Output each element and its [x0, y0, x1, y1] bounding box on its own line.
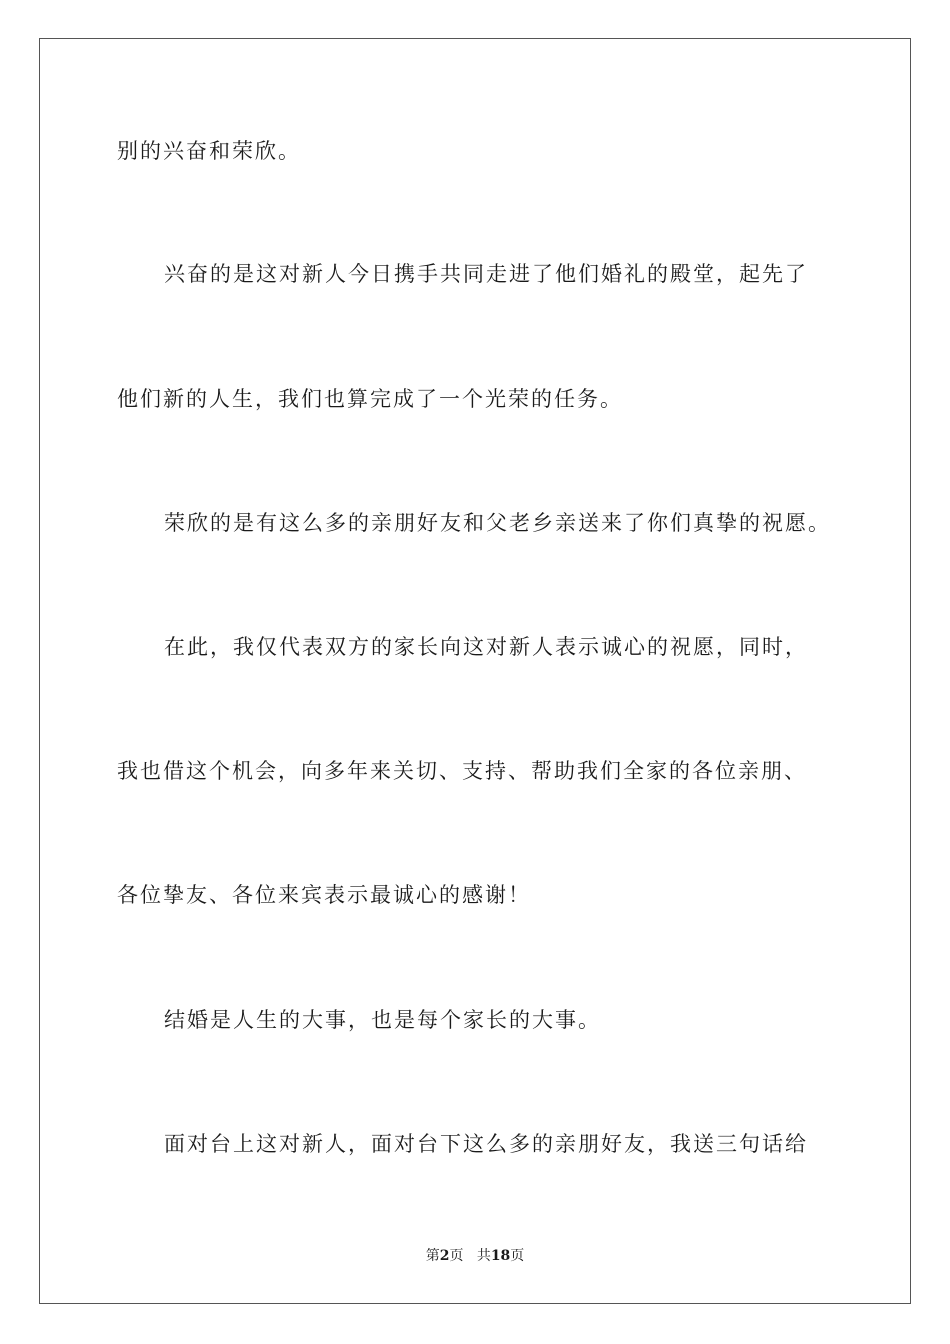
text-line-6: 我也借这个机会，向多年来关切、支持、帮助我们全家的各位亲朋、	[117, 759, 807, 783]
text-line-8: 结婚是人生的大事，也是每个家长的大事。	[164, 1008, 601, 1032]
text-line-9: 面对台上这对新人，面对台下这么多的亲朋好友，我送三句话给	[164, 1132, 808, 1156]
page-frame	[39, 38, 911, 1304]
text-line-3: 他们新的人生，我们也算完成了一个光荣的任务。	[117, 387, 623, 411]
page-suffix: 页	[449, 1248, 464, 1264]
total-pages: 18	[490, 1248, 511, 1264]
text-line-2: 兴奋的是这对新人今日携手共同走进了他们婚礼的殿堂，起先了	[164, 262, 808, 286]
total-prefix: 共	[476, 1248, 491, 1264]
total-suffix: 页	[510, 1248, 525, 1264]
text-line-1: 别的兴奋和荣欣。	[117, 139, 301, 163]
page-number: 2	[439, 1248, 450, 1264]
text-line-4: 荣欣的是有这么多的亲朋好友和父老乡亲送来了你们真挚的祝愿。	[164, 511, 831, 535]
page-footer	[0, 1246, 950, 1266]
text-line-5: 在此，我仅代表双方的家长向这对新人表示诚心的祝愿，同时，	[164, 635, 808, 659]
text-line-7: 各位挚友、各位来宾表示最诚心的感谢！	[117, 883, 531, 907]
page-prefix: 第	[425, 1248, 440, 1264]
